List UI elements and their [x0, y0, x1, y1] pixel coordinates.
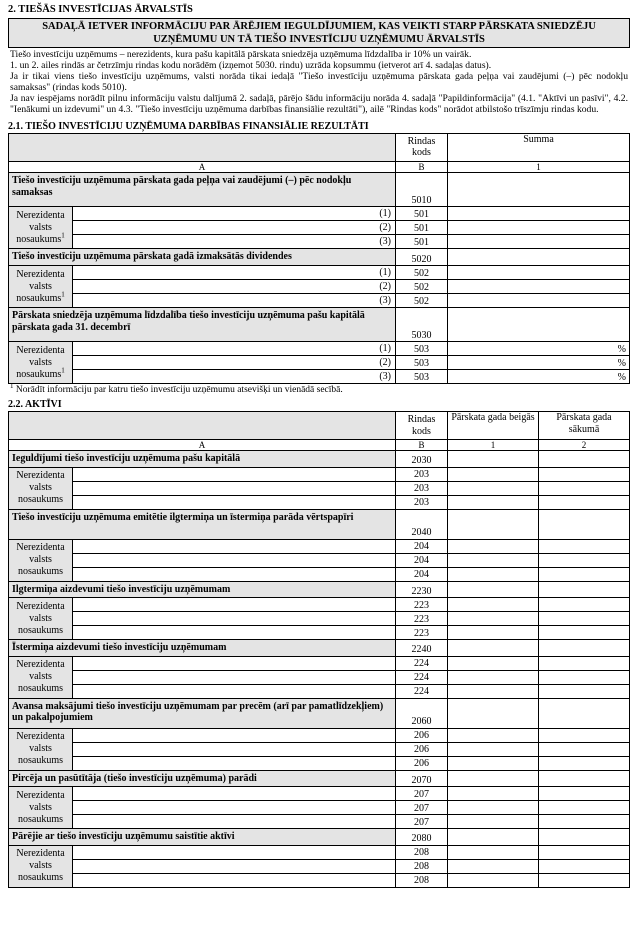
country-row	[9, 873, 630, 887]
row-code: 501	[396, 235, 448, 249]
header-year-start: Pārskata gada sākumā	[539, 412, 630, 440]
nonresident-label-3-text: nosaukums	[16, 233, 62, 245]
row-code: 207	[396, 787, 448, 801]
row-code: 5030	[396, 308, 448, 342]
year-end-input[interactable]	[448, 787, 539, 801]
row-code: 2040	[396, 509, 448, 539]
year-end-input[interactable]	[448, 495, 539, 509]
year-start-input[interactable]	[539, 787, 630, 801]
group-label: Ieguldījumi tiešo investīciju uzņēmuma pašu kapitālā	[9, 451, 396, 468]
year-start-input[interactable]	[539, 801, 630, 815]
year-start-input[interactable]	[539, 567, 630, 581]
banner-line-2: UZŅĒMUMU UN TĀ TIEŠO INVESTĪCIJU UZŅĒMUMU ĀRVALSTĪS	[153, 33, 485, 45]
nonresident-label-1: Nerezidenta	[16, 659, 65, 671]
group-header-row	[9, 173, 630, 207]
country-row	[9, 481, 630, 495]
country-name-input[interactable]	[73, 626, 396, 640]
country-name-input[interactable]	[73, 481, 396, 495]
year-end-input[interactable]	[448, 770, 539, 787]
nonresident-label-2: valsts	[29, 356, 52, 368]
country-name-input[interactable]	[73, 787, 396, 801]
country-row	[9, 342, 630, 356]
group-label: Īstermiņa aizdevumi tiešo investīciju uzņēmumam	[9, 640, 396, 657]
row-code: 501	[396, 207, 448, 221]
country-name-input[interactable]: (1)	[73, 266, 396, 280]
row-code: 207	[396, 815, 448, 829]
year-end-input[interactable]	[448, 859, 539, 873]
year-end-input[interactable]	[448, 873, 539, 887]
country-row	[9, 815, 630, 829]
year-start-input[interactable]	[539, 640, 630, 657]
header-code: Rindas kods	[396, 412, 448, 440]
group-label: Pircēja un pasūtītāja (tiešo investīciju uzņēmuma) parādi	[9, 770, 396, 787]
row-code: 223	[396, 612, 448, 626]
nonresident-label	[9, 342, 73, 384]
year-start-input[interactable]	[539, 626, 630, 640]
row-code: 207	[396, 801, 448, 815]
country-row	[9, 553, 630, 567]
year-end-input[interactable]	[448, 626, 539, 640]
nonresident-label-1: Nerezidenta	[16, 209, 65, 221]
country-row	[9, 567, 630, 581]
nonresident-label	[9, 467, 73, 509]
intro-paragraph: Tiešo investīciju uzņēmums – nerezidents, kura pašu kapitālā pārskata sniedzēja uzņēmuma līdzdalība ir 10% un vairāk.	[10, 49, 472, 61]
country-row	[9, 728, 630, 742]
year-start-input[interactable]	[539, 829, 630, 846]
country-row	[9, 787, 630, 801]
row-code: 206	[396, 742, 448, 756]
group-header-row	[9, 770, 630, 787]
nonresident-label-3	[11, 231, 70, 246]
country-row	[9, 756, 630, 770]
nonresident-label-3: nosaukums	[18, 755, 63, 767]
country-row	[9, 467, 630, 481]
year-start-input[interactable]	[539, 742, 630, 756]
country-name-input[interactable]	[73, 567, 396, 581]
row-code: 223	[396, 598, 448, 612]
row-code: 2070	[396, 770, 448, 787]
header-blank	[9, 412, 396, 440]
row-code: 206	[396, 728, 448, 742]
row-code: 2240	[396, 640, 448, 657]
nonresident-label-3	[11, 366, 70, 381]
country-name-input[interactable]	[73, 598, 396, 612]
sum-input[interactable]	[448, 221, 630, 235]
year-end-input[interactable]	[448, 829, 539, 846]
row-code: 502	[396, 294, 448, 308]
country-row	[9, 684, 630, 698]
nonresident-label-1: Nerezidenta	[16, 848, 65, 860]
country-name-input[interactable]: (1)	[73, 342, 396, 356]
country-row	[9, 294, 630, 308]
year-end-input[interactable]	[448, 684, 539, 698]
country-row	[9, 356, 630, 370]
header-sum: Summa	[448, 133, 630, 161]
country-name-input[interactable]: (2)	[73, 280, 396, 294]
nonresident-label-3: nosaukums	[18, 872, 63, 884]
nonresident-label-2: valsts	[29, 671, 52, 683]
nonresident-label-3	[11, 290, 70, 305]
country-row	[9, 207, 630, 221]
row-code: 208	[396, 859, 448, 873]
nonresident-label-2: valsts	[29, 612, 52, 624]
sum-input[interactable]	[448, 249, 630, 266]
country-name-input[interactable]: (3)	[73, 370, 396, 384]
country-name-input[interactable]	[73, 756, 396, 770]
nonresident-label	[9, 656, 73, 698]
year-start-input[interactable]	[539, 553, 630, 567]
year-end-input[interactable]	[448, 670, 539, 684]
sum-input[interactable]	[448, 235, 630, 249]
year-end-input[interactable]	[448, 845, 539, 859]
nonresident-label-1: Nerezidenta	[16, 344, 65, 356]
country-row	[9, 612, 630, 626]
group-label: Avansa maksājumi tiešo investīciju uzņēmumam par precēm (arī par pamatlīdzekļiem) un pakalpojumiem	[9, 698, 396, 728]
country-name-input[interactable]: (2)	[73, 221, 396, 235]
row-code: 224	[396, 684, 448, 698]
country-row	[9, 670, 630, 684]
country-row	[9, 845, 630, 859]
country-name-input[interactable]: (3)	[73, 294, 396, 308]
nonresident-label-3: nosaukums	[18, 494, 63, 506]
country-name-input[interactable]	[73, 656, 396, 670]
row-code: 5020	[396, 249, 448, 266]
nonresident-label	[9, 598, 73, 640]
intro-paragraph: Ja ir tikai viens tiešo investīciju uzņēmums, valsti norāda tikai iedaļā "Tiešo investīciju uzņēmuma pārskata gada peļņa vai zaudējumi (–) pēc nodokļu samaksas" (rindas kods 5010).	[10, 71, 628, 93]
year-end-input[interactable]	[448, 598, 539, 612]
country-name-input[interactable]	[73, 742, 396, 756]
country-name-input[interactable]	[73, 495, 396, 509]
year-end-input[interactable]	[448, 509, 539, 539]
nonresident-label	[9, 728, 73, 770]
group-header-row	[9, 308, 630, 342]
group-label: Tiešo investīciju uzņēmuma pārskata gada peļņa vai zaudējumi (–) pēc nodokļu samaksas	[9, 173, 396, 207]
header-blank	[9, 133, 396, 161]
country-row	[9, 656, 630, 670]
country-row	[9, 495, 630, 509]
year-start-input[interactable]	[539, 581, 630, 598]
year-start-input[interactable]	[539, 728, 630, 742]
row-code: 223	[396, 626, 448, 640]
country-name-input[interactable]	[73, 684, 396, 698]
country-name-input[interactable]	[73, 801, 396, 815]
row-code: 208	[396, 873, 448, 887]
country-row	[9, 598, 630, 612]
group-header-row	[9, 829, 630, 846]
country-row	[9, 859, 630, 873]
intro-text	[8, 48, 630, 116]
col-letter-a: A	[9, 161, 396, 172]
section-title: 2. TIEŠĀS INVESTĪCIJAS ĀRVALSTĪS	[8, 4, 193, 15]
percent-input[interactable]: %	[448, 370, 630, 384]
group-header-row	[9, 698, 630, 728]
percent-input[interactable]: %	[448, 342, 630, 356]
footnote-text: Norādīt informāciju par katru tiešo investīciju uzņēmumu atsevišķi un vienādā secībā.	[15, 385, 343, 396]
table-2-2-title: 2.2. AKTĪVI	[8, 399, 62, 411]
country-row	[9, 266, 630, 280]
country-name-input[interactable]	[73, 467, 396, 481]
year-end-input[interactable]	[448, 481, 539, 495]
row-code: 208	[396, 845, 448, 859]
country-row	[9, 370, 630, 384]
col-letter-1: 1	[448, 440, 539, 451]
group-header-row	[9, 249, 630, 266]
row-code: 203	[396, 481, 448, 495]
year-start-input[interactable]	[539, 770, 630, 787]
nonresident-label-1: Nerezidenta	[16, 542, 65, 554]
row-code: 206	[396, 756, 448, 770]
footnote-marker: 1	[10, 381, 14, 390]
nonresident-label-2: valsts	[29, 860, 52, 872]
country-name-input[interactable]: (3)	[73, 235, 396, 249]
nonresident-label	[9, 845, 73, 887]
year-start-input[interactable]	[539, 539, 630, 553]
col-letter-b: B	[396, 440, 448, 451]
row-code: 204	[396, 539, 448, 553]
country-row	[9, 221, 630, 235]
year-start-input[interactable]	[539, 873, 630, 887]
country-name-input[interactable]: (1)	[73, 207, 396, 221]
nonresident-label	[9, 539, 73, 581]
nonresident-label	[9, 207, 73, 249]
nonresident-label-3: nosaukums	[18, 683, 63, 695]
sum-input[interactable]	[448, 308, 630, 342]
nonresident-label-2: valsts	[29, 801, 52, 813]
col-letter-a: A	[9, 440, 396, 451]
year-end-input[interactable]	[448, 612, 539, 626]
year-start-input[interactable]	[539, 451, 630, 468]
nonresident-label-3-text: nosaukums	[16, 292, 62, 304]
year-end-input[interactable]	[448, 553, 539, 567]
year-start-input[interactable]	[539, 612, 630, 626]
nonresident-label-3: nosaukums	[18, 813, 63, 825]
group-label: Ilgtermiņa aizdevumi tiešo investīciju uzņēmumam	[9, 581, 396, 598]
footnote-ref: 1	[61, 231, 65, 240]
nonresident-label-1: Nerezidenta	[16, 600, 65, 612]
year-end-input[interactable]	[448, 567, 539, 581]
row-code: 501	[396, 221, 448, 235]
year-start-input[interactable]	[539, 495, 630, 509]
sum-input[interactable]	[448, 207, 630, 221]
year-end-input[interactable]	[448, 742, 539, 756]
country-name-input[interactable]	[73, 728, 396, 742]
year-end-input[interactable]	[448, 728, 539, 742]
country-row	[9, 801, 630, 815]
row-code: 2080	[396, 829, 448, 846]
financial-results-table	[8, 133, 630, 384]
nonresident-label	[9, 266, 73, 308]
group-label: Pārējie ar tiešo investīciju uzņēmumu saistītie aktīvi	[9, 829, 396, 846]
year-start-input[interactable]	[539, 670, 630, 684]
nonresident-label-1: Nerezidenta	[16, 789, 65, 801]
year-start-input[interactable]	[539, 698, 630, 728]
year-end-input[interactable]	[448, 451, 539, 468]
row-code: 502	[396, 280, 448, 294]
country-row	[9, 742, 630, 756]
year-start-input[interactable]	[539, 509, 630, 539]
year-end-input[interactable]	[448, 756, 539, 770]
row-code: 503	[396, 370, 448, 384]
intro-paragraph: 1. un 2. ailes rindās ar četrzīmju rindas kodu norādēm (izņemot 5030. rindu) uzrāda kopsummu (ietverot arī 4. sadaļas datus).	[10, 60, 492, 72]
country-name-input[interactable]	[73, 539, 396, 553]
country-name-input[interactable]	[73, 553, 396, 567]
nonresident-label-2: valsts	[29, 280, 52, 292]
footnote-ref: 1	[61, 290, 65, 299]
nonresident-label-3-text: nosaukums	[16, 368, 62, 380]
country-name-input[interactable]: (2)	[73, 356, 396, 370]
group-header-row	[9, 451, 630, 468]
row-code: 224	[396, 670, 448, 684]
group-header-row	[9, 581, 630, 598]
row-code: 204	[396, 553, 448, 567]
col-letter-1: 1	[448, 161, 630, 172]
nonresident-label-2: valsts	[29, 221, 52, 233]
nonresident-label-1: Nerezidenta	[16, 268, 65, 280]
row-code: 204	[396, 567, 448, 581]
nonresident-label-2: valsts	[29, 554, 52, 566]
row-code: 502	[396, 266, 448, 280]
country-name-input[interactable]	[73, 815, 396, 829]
country-name-input[interactable]	[73, 873, 396, 887]
country-name-input[interactable]	[73, 670, 396, 684]
year-end-input[interactable]	[448, 539, 539, 553]
year-end-input[interactable]	[448, 640, 539, 657]
year-start-input[interactable]	[539, 598, 630, 612]
nonresident-label-1: Nerezidenta	[16, 470, 65, 482]
footnote-ref: 1	[61, 366, 65, 375]
intro-paragraph: Ja nav iespējams norādīt pilnu informāciju valstu dalījumā 2. sadaļā, pārējo šādu informāciju norāda 4. sadaļā "Papildinformācija" (4.1. "Aktīvi un pasīvi", 4.2. "Ienākumi un izdevumi" un 4.3. "Tiešo investīciju uzņēmuma darbības finansiālie rezultāti"), ailē "Rindas kods" norādot atbilstošo trīszīmju rindas kodu.	[10, 92, 628, 115]
row-code: 503	[396, 342, 448, 356]
year-end-input[interactable]	[448, 698, 539, 728]
row-code: 203	[396, 495, 448, 509]
year-end-input[interactable]	[448, 656, 539, 670]
country-row	[9, 280, 630, 294]
row-code: 503	[396, 356, 448, 370]
year-end-input[interactable]	[448, 801, 539, 815]
country-name-input[interactable]	[73, 612, 396, 626]
nonresident-label-2: valsts	[29, 743, 52, 755]
country-name-input[interactable]	[73, 845, 396, 859]
sum-input[interactable]	[448, 280, 630, 294]
section-banner	[8, 18, 630, 48]
group-label: Tiešo investīciju uzņēmuma pārskata gadā izmaksātās dividendes	[9, 249, 396, 266]
country-row	[9, 626, 630, 640]
row-code: 2230	[396, 581, 448, 598]
year-end-input[interactable]	[448, 815, 539, 829]
group-label: Pārskata sniedzēja uzņēmuma līdzdalība tiešo investīciju uzņēmuma pašu kapitālā pārskata gada 31. decembrī	[9, 308, 396, 342]
row-code: 224	[396, 656, 448, 670]
header-year-end: Pārskata gada beigās	[448, 412, 539, 440]
row-code: 5010	[396, 173, 448, 207]
footnote	[8, 381, 630, 397]
sum-input[interactable]	[448, 266, 630, 280]
nonresident-label-3: nosaukums	[18, 566, 63, 578]
year-start-input[interactable]	[539, 859, 630, 873]
year-start-input[interactable]	[539, 656, 630, 670]
banner-line-1: SADAĻĀ IETVER INFORMĀCIJU PAR ĀRĒJIEM IEGULDĪJUMIEM, KAS VEIKTI STARP PĀRSKATA SNIEDZĒJU	[42, 21, 596, 32]
form-page	[8, 4, 630, 888]
year-start-input[interactable]	[539, 756, 630, 770]
group-header-row	[9, 640, 630, 657]
year-end-input[interactable]	[448, 581, 539, 598]
nonresident-label	[9, 787, 73, 829]
year-start-input[interactable]	[539, 684, 630, 698]
country-name-input[interactable]	[73, 859, 396, 873]
country-row	[9, 235, 630, 249]
year-start-input[interactable]	[539, 845, 630, 859]
percent-input[interactable]: %	[448, 356, 630, 370]
table-2-1-title: 2.1. TIEŠO INVESTĪCIJU UZŅĒMUMA DARBĪBAS FINANSIĀLIE REZULTĀTI	[8, 120, 369, 132]
col-letter-2: 2	[539, 440, 630, 451]
nonresident-label-2: valsts	[29, 482, 52, 494]
year-end-input[interactable]	[448, 467, 539, 481]
col-letter-b: B	[396, 161, 448, 172]
row-code: 203	[396, 467, 448, 481]
year-start-input[interactable]	[539, 815, 630, 829]
group-label: Tiešo investīciju uzņēmuma emitētie ilgtermiņa un īstermiņa parāda vērtspapīri	[9, 509, 396, 539]
assets-table	[8, 411, 630, 888]
nonresident-label-1: Nerezidenta	[16, 731, 65, 743]
group-header-row	[9, 509, 630, 539]
header-code: Rindas kods	[396, 133, 448, 161]
row-code: 2030	[396, 451, 448, 468]
country-row	[9, 539, 630, 553]
sum-input[interactable]	[448, 173, 630, 207]
year-start-input[interactable]	[539, 467, 630, 481]
sum-input[interactable]	[448, 294, 630, 308]
row-code: 2060	[396, 698, 448, 728]
year-start-input[interactable]	[539, 481, 630, 495]
nonresident-label-3: nosaukums	[18, 624, 63, 636]
